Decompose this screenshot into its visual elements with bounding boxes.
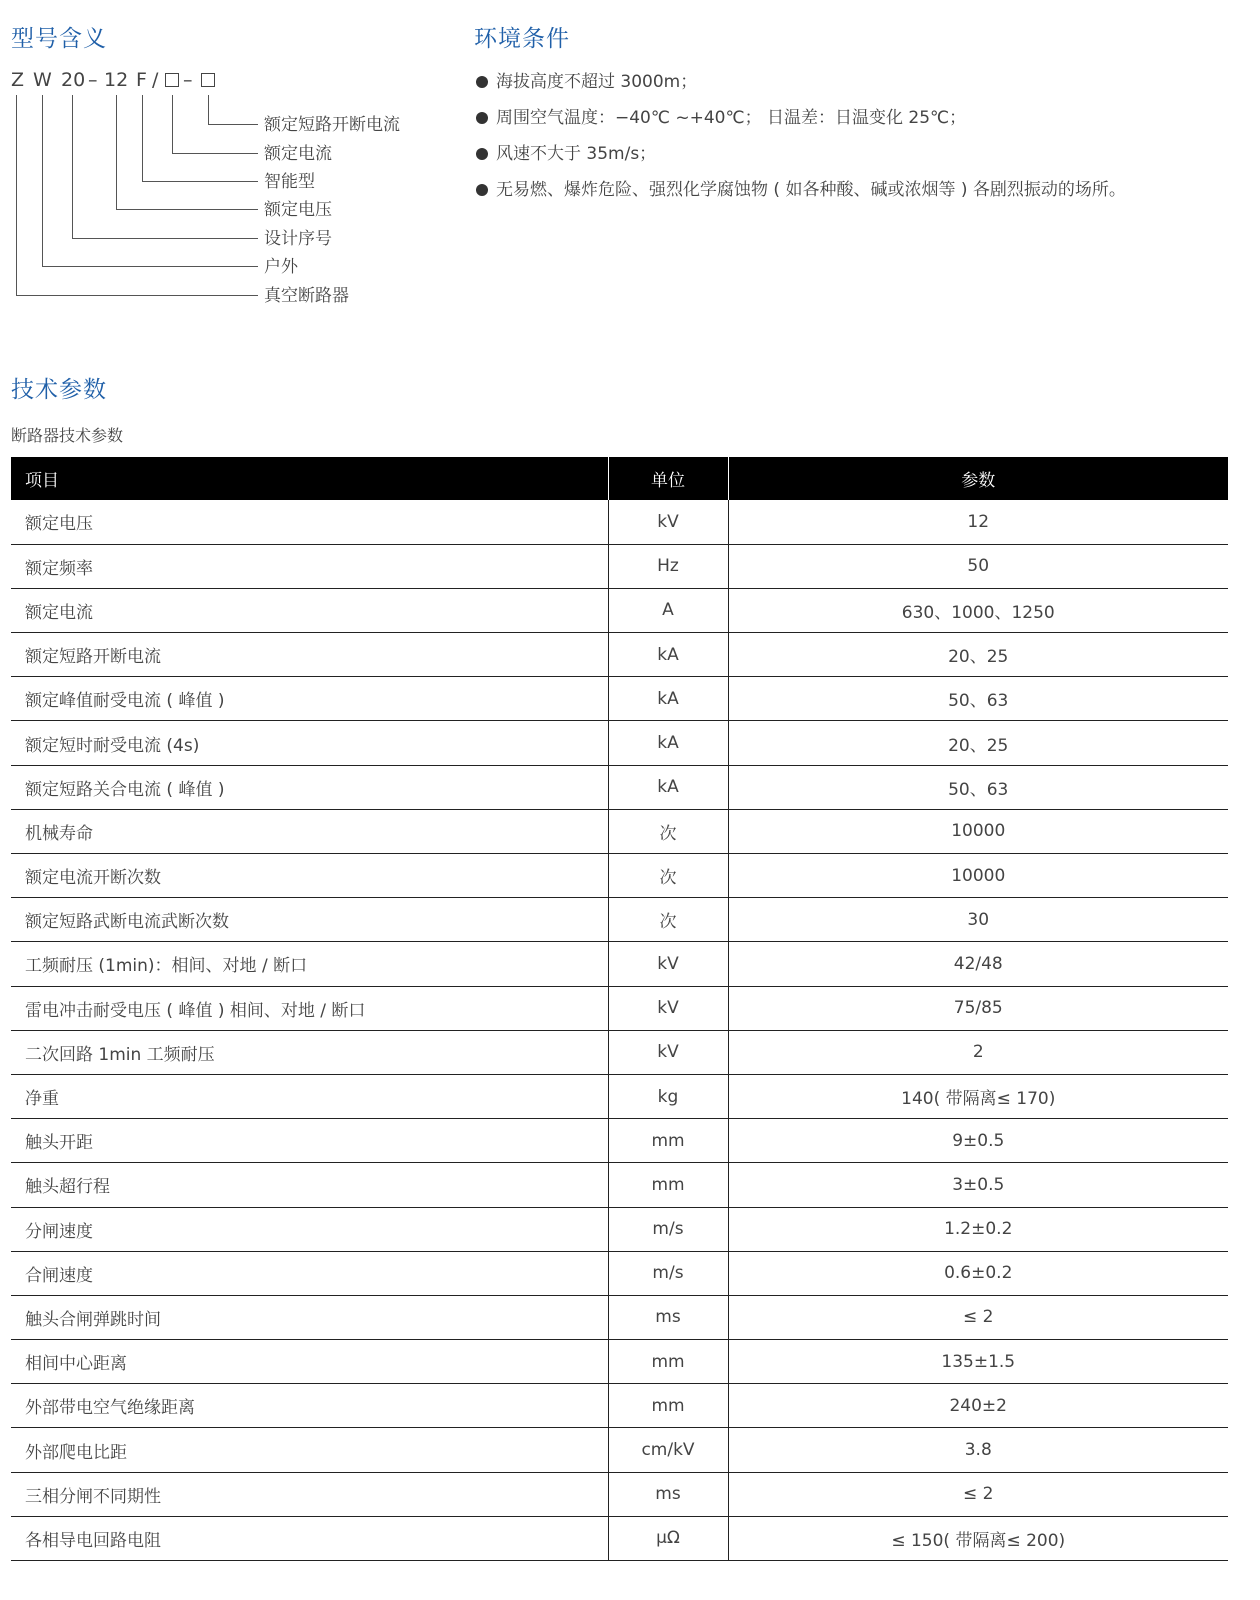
legend-line-vacuum-breaker <box>16 95 258 296</box>
row-unit: m/s <box>608 1207 728 1251</box>
row-unit: kV <box>608 942 728 986</box>
row-item: 额定峰值耐受电流 ( 峰值 ) <box>11 677 608 721</box>
row-value: 3.8 <box>728 1428 1228 1472</box>
row-unit: kV <box>608 500 728 544</box>
row-item: 二次回路 1min 工频耐压 <box>11 1030 608 1074</box>
table-row <box>11 898 1228 942</box>
row-item: 额定电压 <box>11 500 608 544</box>
row-unit: kV <box>608 1030 728 1074</box>
row-item: 触头合闸弹跳时间 <box>11 1295 608 1339</box>
row-item: 雷电冲击耐受电压 ( 峰值 ) 相间、对地 / 断口 <box>11 986 608 1030</box>
row-value: 75/85 <box>728 986 1228 1030</box>
row-item: 触头开距 <box>11 1119 608 1163</box>
model-meaning-heading: 型号含义 <box>11 26 107 52</box>
row-value: 135±1.5 <box>728 1340 1228 1384</box>
code-dash-2: – <box>183 69 193 91</box>
legend-breaking-current: 额定短路开断电流 <box>264 115 400 135</box>
row-item: 额定短路武断电流武断次数 <box>11 898 608 942</box>
table-row <box>11 986 1228 1030</box>
table-row <box>11 1340 1228 1384</box>
row-item: 机械寿命 <box>11 809 608 853</box>
row-value: 2 <box>728 1030 1228 1074</box>
code-voltage: 12 <box>104 69 129 91</box>
table-row <box>11 1428 1228 1472</box>
row-value: 3±0.5 <box>728 1163 1228 1207</box>
table-row <box>11 1119 1228 1163</box>
row-unit: μΩ <box>608 1516 728 1560</box>
row-item: 额定电流 <box>11 588 608 632</box>
row-value: 50、63 <box>728 677 1228 721</box>
row-unit: mm <box>608 1340 728 1384</box>
header-value: 参数 <box>728 457 1228 500</box>
row-item: 净重 <box>11 1074 608 1118</box>
row-value: 10000 <box>728 809 1228 853</box>
row-item: 各相导电回路电阻 <box>11 1516 608 1560</box>
row-value: 240±2 <box>728 1384 1228 1428</box>
row-item: 分闸速度 <box>11 1207 608 1251</box>
environment-list <box>474 69 1126 213</box>
legend-smart: 智能型 <box>264 172 315 192</box>
row-item: 额定频率 <box>11 544 608 588</box>
row-item: 合闸速度 <box>11 1251 608 1295</box>
legend-vacuum-breaker: 真空断路器 <box>264 286 349 306</box>
row-unit: 次 <box>608 854 728 898</box>
table-row <box>11 544 1228 588</box>
row-item: 工频耐压 (1min)：相间、对地 / 断口 <box>11 942 608 986</box>
table-row <box>11 633 1228 677</box>
legend-outdoor: 户外 <box>264 257 298 277</box>
row-unit: kV <box>608 986 728 1030</box>
row-value: 50、63 <box>728 765 1228 809</box>
table-row <box>11 1074 1228 1118</box>
env-item-temperature: 周围空气温度：−40℃ ~+40℃； 日温差：日温变化 25℃； <box>474 105 1126 141</box>
row-unit: cm/kV <box>608 1428 728 1472</box>
table-row <box>11 721 1228 765</box>
row-item: 相间中心距离 <box>11 1340 608 1384</box>
table-row <box>11 809 1228 853</box>
header-item: 项目 <box>11 457 608 500</box>
row-value: 20、25 <box>728 721 1228 765</box>
code-letter-z: Z <box>11 69 25 91</box>
row-item: 三相分闸不同期性 <box>11 1472 608 1516</box>
legend-rated-current: 额定电流 <box>264 144 332 164</box>
table-row <box>11 1384 1228 1428</box>
row-value: 1.2±0.2 <box>728 1207 1228 1251</box>
row-value: 50 <box>728 544 1228 588</box>
table-row <box>11 854 1228 898</box>
row-unit: kA <box>608 677 728 721</box>
row-value: 30 <box>728 898 1228 942</box>
table-row <box>11 1207 1228 1251</box>
environment-heading: 环境条件 <box>474 26 570 52</box>
table-row <box>11 588 1228 632</box>
legend-rated-voltage: 额定电压 <box>264 200 332 220</box>
header-unit: 单位 <box>608 457 728 500</box>
row-unit: 次 <box>608 809 728 853</box>
table-row <box>11 677 1228 721</box>
row-item: 额定短路开断电流 <box>11 633 608 677</box>
table-row <box>11 1472 1228 1516</box>
row-value: 9±0.5 <box>728 1119 1228 1163</box>
row-unit: kA <box>608 633 728 677</box>
table-row <box>11 1251 1228 1295</box>
code-breaking-current-box <box>201 73 215 87</box>
row-unit: A <box>608 588 728 632</box>
technical-heading: 技术参数 <box>11 377 107 403</box>
row-value: 10000 <box>728 854 1228 898</box>
table-body <box>11 500 1228 1561</box>
row-value: 12 <box>728 500 1228 544</box>
env-item-altitude: 海拔高度不超过 3000m； <box>474 69 1126 105</box>
row-unit: kA <box>608 721 728 765</box>
table-row <box>11 942 1228 986</box>
row-unit: 次 <box>608 898 728 942</box>
row-item: 额定电流开断次数 <box>11 854 608 898</box>
table-row <box>11 765 1228 809</box>
row-unit: mm <box>608 1384 728 1428</box>
row-unit: kg <box>608 1074 728 1118</box>
row-unit: Hz <box>608 544 728 588</box>
table-caption: 断路器技术参数 <box>11 426 124 445</box>
env-item-location: 无易燃、爆炸危险、强烈化学腐蚀物 ( 如各种酸、碱或浓烟等 ) 各剧烈振动的场所。 <box>474 177 1126 213</box>
row-value: 630、1000、1250 <box>728 588 1228 632</box>
model-code <box>11 68 251 92</box>
row-value: 0.6±0.2 <box>728 1251 1228 1295</box>
row-unit: ms <box>608 1295 728 1339</box>
code-letter-w: W <box>33 69 52 91</box>
row-unit: ms <box>608 1472 728 1516</box>
row-item: 额定短时耐受电流 (4s) <box>11 721 608 765</box>
row-value: ≤ 2 <box>728 1472 1228 1516</box>
row-value: 140( 带隔离≤ 170) <box>728 1074 1228 1118</box>
row-item: 外部带电空气绝缘距离 <box>11 1384 608 1428</box>
code-dash: – <box>88 69 98 91</box>
code-slash: / <box>152 69 159 91</box>
table-header-row <box>11 457 1228 500</box>
row-value: 20、25 <box>728 633 1228 677</box>
table-row <box>11 1030 1228 1074</box>
row-unit: m/s <box>608 1251 728 1295</box>
table-row <box>11 1295 1228 1339</box>
row-value: ≤ 2 <box>728 1295 1228 1339</box>
code-letter-f: F <box>136 69 147 91</box>
row-unit: mm <box>608 1119 728 1163</box>
table-row <box>11 1163 1228 1207</box>
code-design-number: 20 <box>61 69 86 91</box>
env-item-wind: 风速不大于 35m/s； <box>474 141 1126 177</box>
row-item: 触头超行程 <box>11 1163 608 1207</box>
table-row <box>11 1516 1228 1560</box>
legend-design-number: 设计序号 <box>264 229 332 249</box>
row-item: 额定短路关合电流 ( 峰值 ) <box>11 765 608 809</box>
parameter-table <box>11 457 1228 1561</box>
code-current-box <box>165 73 179 87</box>
row-value: 42/48 <box>728 942 1228 986</box>
row-unit: mm <box>608 1163 728 1207</box>
row-item: 外部爬电比距 <box>11 1428 608 1472</box>
row-unit: kA <box>608 765 728 809</box>
row-value: ≤ 150( 带隔离≤ 200) <box>728 1516 1228 1560</box>
table-row <box>11 500 1228 544</box>
